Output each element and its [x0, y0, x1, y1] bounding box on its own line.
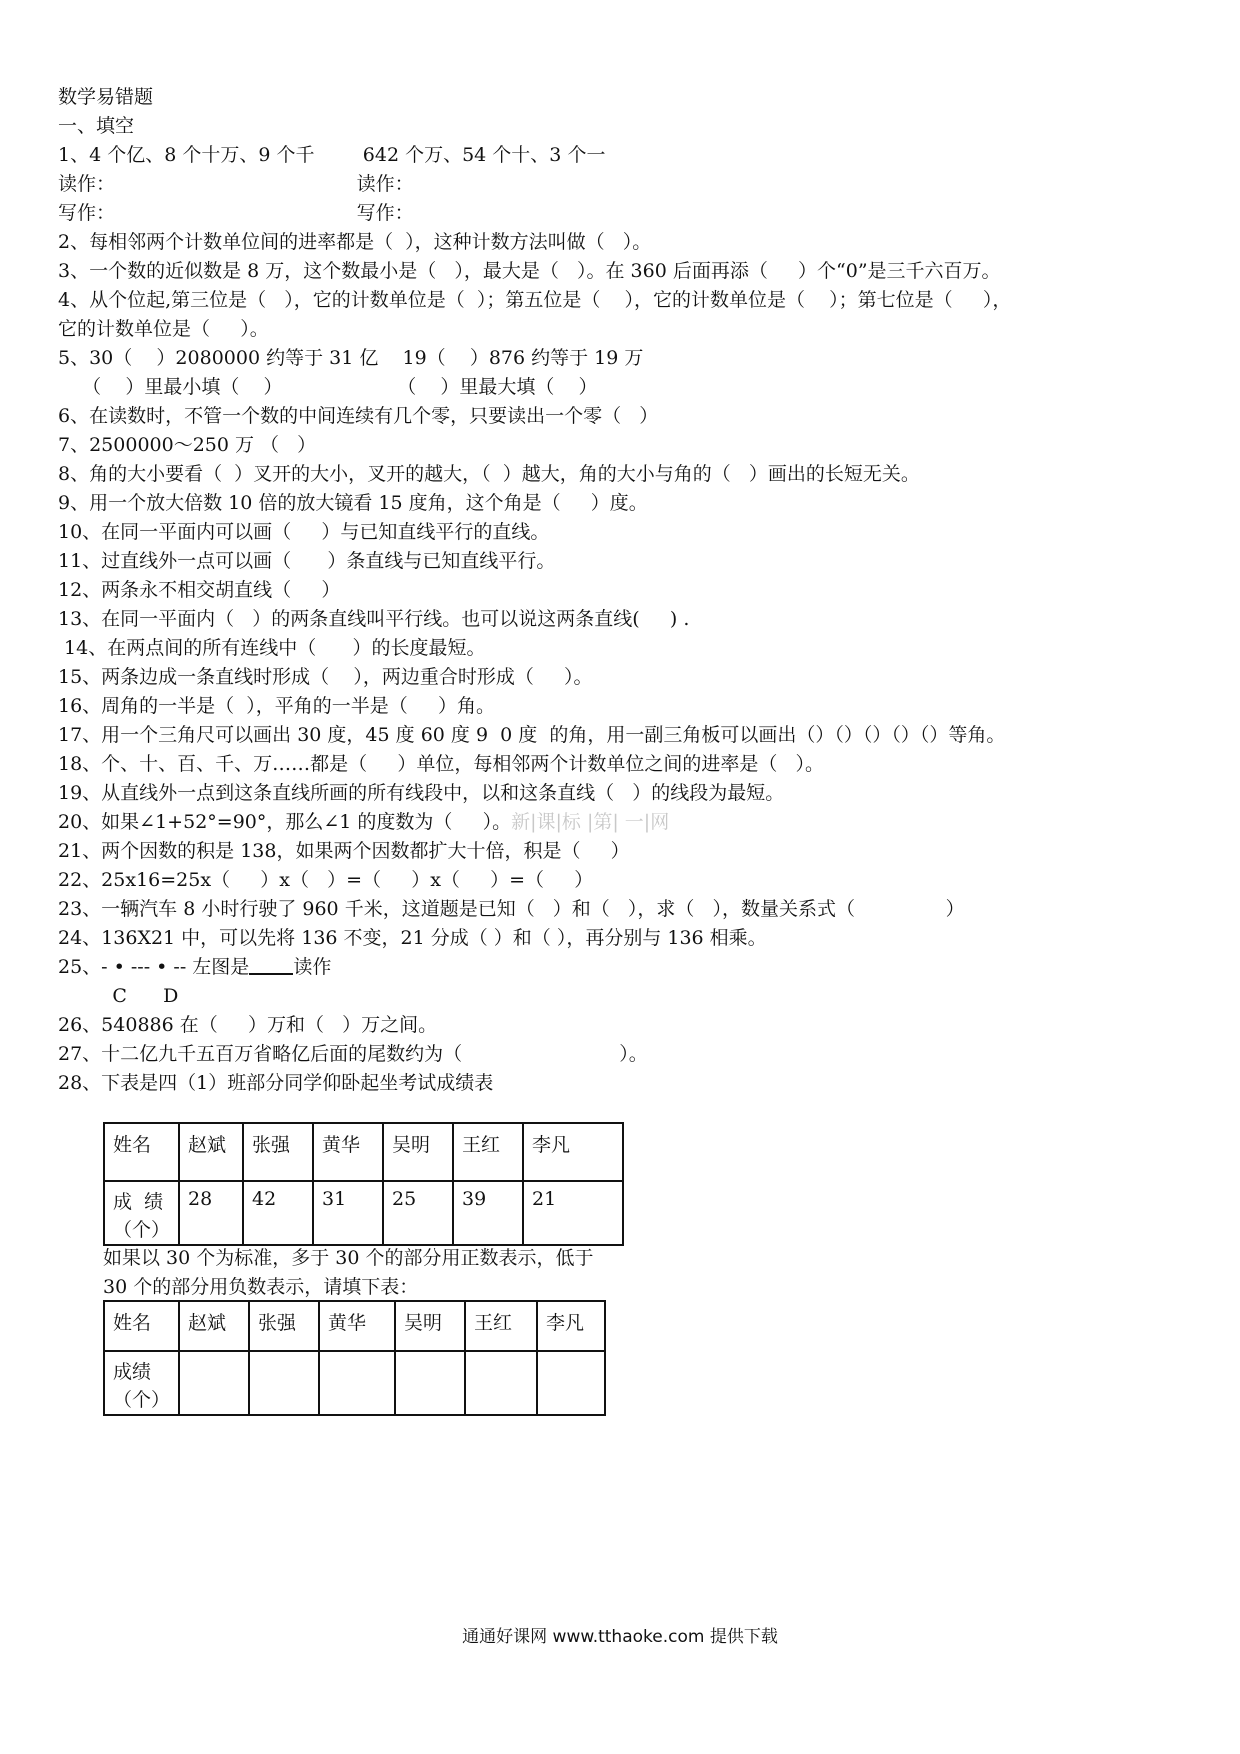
question-2: 2、每相邻两个计数单位间的进率都是（ ），这种计数方法叫做（ ）。 [58, 231, 652, 253]
question-22: 22、25x16=25x（ ）x（ ）=（ ）x（ ）=（ ） [58, 869, 594, 891]
instruction-line: 30 个的部分用负数表示，请填下表： [103, 1276, 419, 1298]
question-18: 18、个、十、百、千、万……都是（ ）单位，每相邻两个计数单位之间的进率是（ ）。 [58, 753, 824, 775]
table-cell: 21 [523, 1181, 623, 1245]
question-13: 13、在同一平面内（ ）的两条直线叫平行线。也可以说这两条直线( ) . [58, 608, 690, 630]
table-header-cell: 黄华 [313, 1123, 383, 1181]
question-8: 8、角的大小要看（ ）叉开的大小，叉开的越大，（ ）越大，角的大小与角的（ ）画出的长短无关。 [58, 463, 920, 485]
table-cell [537, 1351, 605, 1415]
page-title: 数学易错题 [58, 86, 154, 108]
question-5: 5、30（ ）2080000 约等于 31 亿 19（ ）876 约等于 19 万 [58, 347, 644, 369]
footer-credit: 通通好课网 www.tthaoke.com 提供下载 [462, 1627, 778, 1647]
question-9: 9、用一个放大倍数 10 倍的放大镜看 15 度角，这个角是（ ）度。 [58, 492, 648, 514]
watermark-text: 新|课|标 |第| 一|网 [511, 811, 670, 833]
question-10: 10、在同一平面内可以画（ ）与已知直线平行的直线。 [58, 521, 550, 543]
table-header-cell: 吴明 [395, 1301, 465, 1351]
table-header-cell: 王红 [453, 1123, 523, 1181]
deviation-table [103, 1300, 606, 1416]
table-header-cell: 赵斌 [179, 1301, 249, 1351]
table-header-cell: 吴明 [383, 1123, 453, 1181]
table-row [104, 1301, 605, 1351]
question-3: 3、一个数的近似数是 8 万，这个数最小是（ ），最大是（ ）。在 360 后面再添（ ）个“0”是三千六百万。 [58, 260, 1001, 282]
table-cell [395, 1351, 465, 1415]
question-15: 15、两条边成一条直线时形成（ ），两边重合时形成（ ）。 [58, 666, 593, 688]
read-as-line: 读作： 读作： [58, 173, 414, 195]
question-17: 17、用一个三角尺可以画出 30 度，45 度 60 度 9 0 度 的角，用一副三角板可以画出（）（）（）（）（）等角。 [58, 724, 1006, 746]
question-20 [58, 810, 669, 834]
row-label-line: （个） [113, 1219, 171, 1241]
table-header-cell: 赵斌 [179, 1123, 243, 1181]
row-label-cell [104, 1351, 179, 1415]
table-header-cell: 黄华 [319, 1301, 395, 1351]
table-cell [179, 1351, 249, 1415]
row-label-line: （个） [113, 1389, 171, 1411]
question-28: 28、下表是四（1）班部分同学仰卧起坐考试成绩表 [58, 1072, 494, 1094]
table-row [104, 1351, 605, 1415]
question-25-read: 读作 [293, 956, 332, 978]
table-cell: 28 [179, 1181, 243, 1245]
table-header-cell: 姓名 [104, 1123, 179, 1181]
table-cell [465, 1351, 537, 1415]
answer-blank [249, 955, 293, 975]
question-26: 26、540886 在（ ）万和（ ）万之间。 [58, 1014, 438, 1036]
question-20-text: 20、如果∠1+52°=90°，那么∠1 的度数为（ ）。 [58, 811, 512, 833]
question-19: 19、从直线外一点到这条直线所画的所有线段中，以和这条直线（ ）的线段为最短。 [58, 782, 785, 804]
question-16: 16、周角的一半是（ ），平角的一半是（ ）角。 [58, 695, 495, 717]
question-24: 24、136X21 中，可以先将 136 不变，21 分成（ ）和（ ），再分别与 136 相乘。 [58, 927, 767, 949]
table-row [104, 1181, 623, 1245]
table-header-cell: 姓名 [104, 1301, 179, 1351]
table-cell [249, 1351, 319, 1415]
question-6: 6、在读数时，不管一个数的中间连续有几个零，只要读出一个零（ ） [58, 405, 659, 427]
row-label-cell [104, 1181, 179, 1245]
table-cell: 31 [313, 1181, 383, 1245]
table-cell [319, 1351, 395, 1415]
row-label-line: 成绩 [113, 1361, 152, 1383]
table-header-cell: 李凡 [537, 1301, 605, 1351]
question-21: 21、两个因数的积是 138，如果两个因数都扩大十倍，积是（ ） [58, 840, 630, 862]
question-5-sub: （ ）里最小填（ ） （ ）里最大填（ ） [58, 376, 598, 398]
section-heading: 一、填空 [58, 115, 135, 137]
instruction-line: 如果以 30 个为标准，多于 30 个的部分用正数表示，低于 [103, 1247, 594, 1269]
table-cell: 25 [383, 1181, 453, 1245]
question-12: 12、两条永不相交胡直线（ ） [58, 579, 341, 601]
table-header-cell: 张强 [243, 1123, 313, 1181]
question-23: 23、一辆汽车 8 小时行驶了 960 千米，这道题是已知（ ）和（ ），求（ ），数量关系式（ ） [58, 898, 965, 920]
table-header-cell: 李凡 [523, 1123, 623, 1181]
point-labels: C D [58, 985, 179, 1007]
write-as-line: 写作： 写作： [58, 202, 414, 224]
question-1: 1、4 个亿、8 个十万、9 个千 642 个万、54 个十、3 个一 [58, 144, 606, 166]
table-row [104, 1123, 623, 1181]
question-4: 4、从个位起,第三位是（ ），它的计数单位是（ ）；第五位是（ ），它的计数单位是（ ）；第七位是（ ）， [58, 289, 1012, 311]
question-14: 14、在两点间的所有连线中（ ）的长度最短。 [58, 637, 486, 659]
row-label-line: 成 绩 [113, 1191, 164, 1213]
table-cell: 42 [243, 1181, 313, 1245]
question-27: 27、十二亿九千五百万省略亿后面的尾数约为（ ）。 [58, 1043, 648, 1065]
table-header-cell: 张强 [249, 1301, 319, 1351]
question-25-text: 25、- • --- • -- 左图是 [58, 956, 250, 978]
question-4-cont: 它的计数单位是（ ）。 [58, 318, 269, 340]
table-header-cell: 王红 [465, 1301, 537, 1351]
question-7: 7、2500000～250 万 （ ） [58, 434, 317, 456]
question-11: 11、过直线外一点可以画（ ）条直线与已知直线平行。 [58, 550, 556, 572]
score-table [103, 1122, 624, 1246]
question-25 [58, 955, 331, 979]
table-cell: 39 [453, 1181, 523, 1245]
